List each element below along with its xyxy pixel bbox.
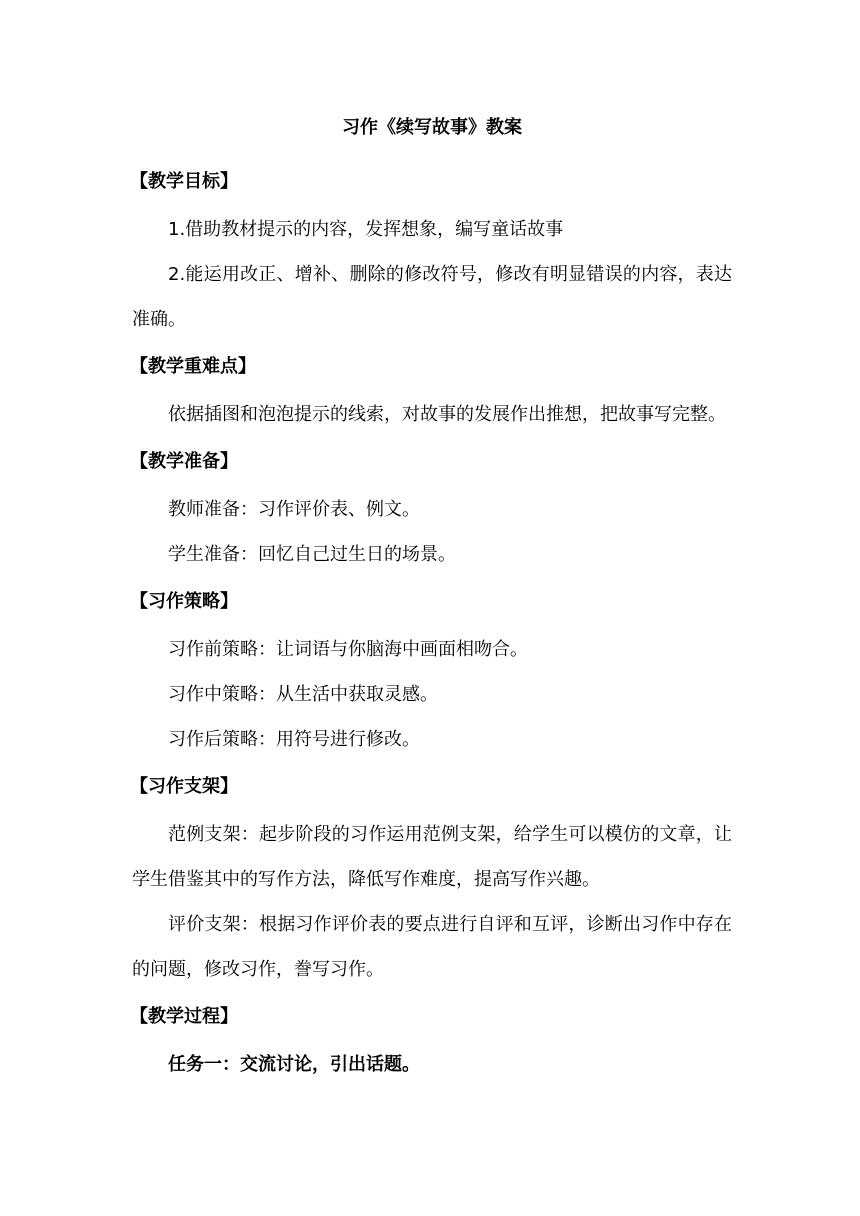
section-heading-wrap [130, 342, 732, 392]
section-heading-teaching-process: 【教学过程】 [130, 1006, 238, 1027]
section-heading-teaching-goals: 【教学目标】 [130, 171, 238, 192]
paragraph: 习作前策略：让词语与你脑海中画面相吻合。 [168, 639, 528, 660]
paragraph: 学生准备：回忆自己过生日的场景。 [168, 544, 456, 565]
section-heading-wrap [130, 992, 732, 1042]
paragraph: 1.借助教材提示的内容，发挥想象，编写童话故事 [168, 219, 564, 240]
paragraph: 教师准备：习作评价表、例文。 [168, 499, 420, 520]
section-heading-preparation: 【教学准备】 [130, 451, 238, 472]
section-heading-wrap [130, 577, 732, 627]
section-heading-writing-scaffolds: 【习作支架】 [130, 776, 238, 797]
document-title: 习作《续写故事》教案 [342, 117, 522, 138]
paragraph-task-heading: 任务一：交流讨论，引出话题。 [168, 1054, 420, 1075]
section-heading-key-difficulties: 【教学重难点】 [130, 356, 256, 377]
paragraph: 依据插图和泡泡提示的线索，对故事的发展作出推想，把故事写完整。 [168, 404, 726, 425]
section-heading-writing-strategies: 【习作策略】 [130, 591, 238, 612]
section-heading-wrap [130, 157, 732, 207]
paragraph: 习作后策略：用符号进行修改。 [168, 729, 420, 750]
document-content [132, 112, 732, 1087]
section-heading-wrap [130, 762, 732, 812]
paragraph: 评价支架：根据习作评价表的要点进行自评和互评，诊断出习作中存在的问题，修改习作，誊写习作。 [132, 914, 732, 980]
section-heading-wrap [130, 437, 732, 487]
paragraph: 范例支架：起步阶段的习作运用范例支架，给学生可以模仿的文章，让学生借鉴其中的写作方法，降低写作难度，提高写作兴趣。 [132, 824, 732, 890]
paragraph: 习作中策略：从生活中获取灵感。 [168, 684, 438, 705]
paragraph: 2.能运用改正、增补、删除的修改符号，修改有明显错误的内容，表达准确。 [132, 264, 732, 330]
